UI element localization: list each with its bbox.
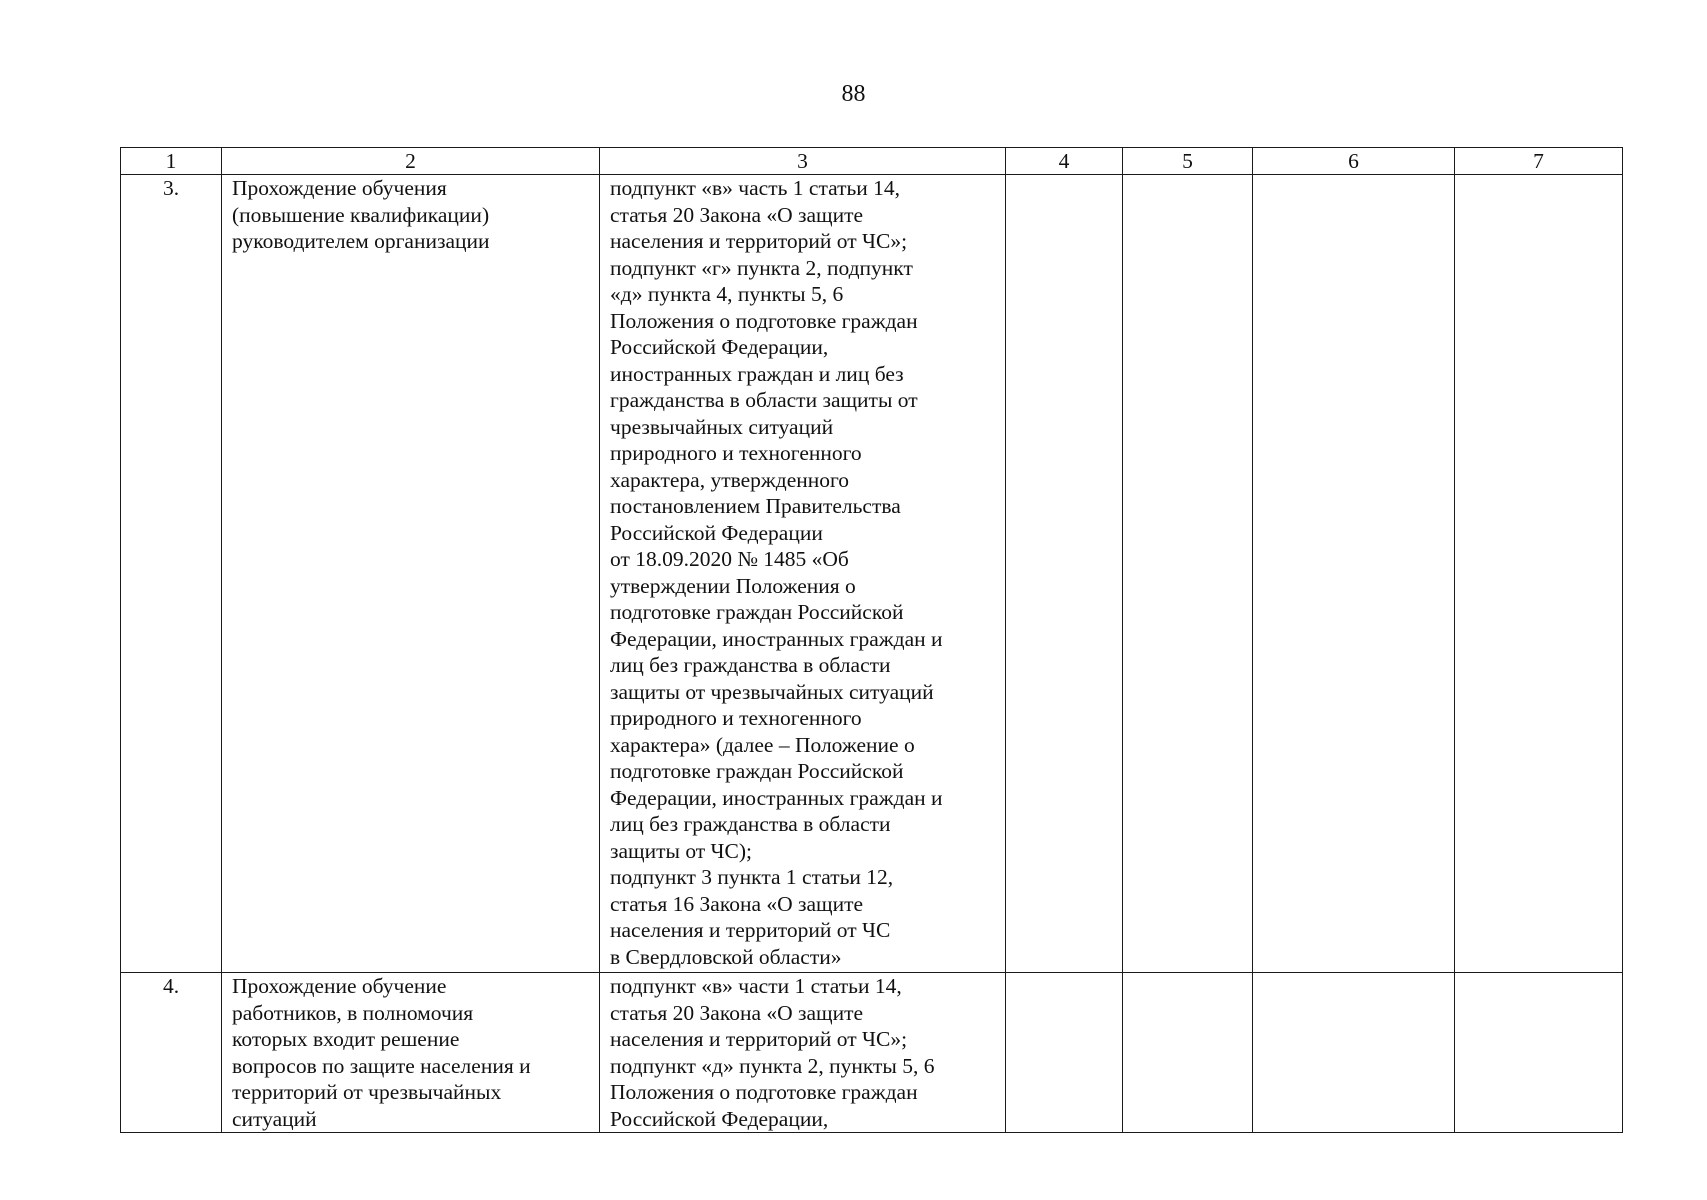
column-7-cell (1455, 175, 1623, 973)
requirement-line: работников, в полномочия (232, 1000, 474, 1025)
column-6-cell (1253, 175, 1455, 973)
column-4-cell (1006, 175, 1123, 973)
legal-basis-line: в Свердловской области» (610, 944, 842, 969)
legal-basis-line: подпункт «в» части 1 статьи 14, (610, 974, 902, 998)
legal-basis-line: статья 20 Закона «О защите (610, 1000, 864, 1025)
page-number: 88 (841, 81, 866, 107)
column-header: 3 (600, 148, 1006, 175)
column-5-cell (1123, 973, 1253, 1133)
legal-basis-line: гражданства в области защиты от (610, 388, 918, 412)
requirement-cell (222, 175, 600, 973)
legal-basis-line: Положения о подготовке граждан (610, 1080, 918, 1104)
legal-basis-line: Федерации, иностранных граждан и (610, 785, 943, 810)
legal-basis-line: статья 16 Закона «О защите (610, 891, 864, 916)
requirement-line: территорий от чрезвычайных (232, 1080, 502, 1104)
legal-basis-line: лиц без гражданства в области (610, 812, 891, 836)
row-number: 3. (121, 175, 222, 973)
legal-basis-line: населения и территорий от ЧС»; (610, 1027, 908, 1051)
legal-basis-line: подготовке граждан Российской (610, 759, 904, 783)
requirement-cell (222, 973, 600, 1133)
legal-basis-line: защиты от чрезвычайных ситуаций (610, 679, 934, 704)
row-number: 4. (121, 973, 222, 1133)
legal-basis-line: подпункт 3 пункта 1 статьи 12, (610, 865, 894, 889)
column-header: 6 (1253, 148, 1455, 175)
legal-basis-line: природного и техногенного (610, 706, 862, 730)
legal-basis-line: Российской Федерации, (610, 335, 829, 359)
legal-basis-line: населения и территорий от ЧС (610, 918, 891, 942)
table-header-row (121, 148, 1623, 175)
legal-basis-line: Российской Федерации (610, 520, 823, 545)
legal-basis-line: населения и территорий от ЧС»; (610, 229, 908, 253)
legal-basis-line: Положения о подготовке граждан (610, 308, 918, 333)
legal-basis-line: «д» пункта 4, пункты 5, 6 (610, 282, 844, 306)
legal-basis-cell (600, 175, 1006, 973)
legal-basis-line: подпункт «г» пункта 2, подпункт (610, 255, 913, 280)
legal-basis-line: от 18.09.2020 № 1485 «Об (610, 547, 849, 571)
legal-basis-line: лиц без гражданства в области (610, 653, 891, 677)
legal-basis-line: чрезвычайных ситуаций (610, 414, 834, 439)
requirement-line: Прохождение обучение (232, 974, 447, 998)
legal-basis-line: подготовке граждан Российской (610, 600, 904, 624)
requirement-line: руководителем организации (232, 229, 490, 253)
legal-basis-line: утверждении Положения о (610, 573, 856, 598)
requirements-table (120, 147, 1623, 1133)
requirement-line: которых входит решение (232, 1027, 460, 1051)
legal-basis-line: подпункт «в» часть 1 статьи 14, (610, 176, 901, 200)
column-4-cell (1006, 973, 1123, 1133)
column-header: 5 (1123, 148, 1253, 175)
column-header: 1 (121, 148, 222, 175)
legal-basis-line: постановлением Правительства (610, 494, 901, 518)
legal-basis-line: характера, утвержденного (610, 467, 850, 492)
column-7-cell (1455, 973, 1623, 1133)
legal-basis-line: Федерации, иностранных граждан и (610, 626, 943, 651)
table-row (121, 175, 1623, 973)
legal-basis-line: иностранных граждан и лиц без (610, 361, 904, 386)
legal-basis-line: природного и техногенного (610, 441, 862, 465)
column-header: 7 (1455, 148, 1623, 175)
requirement-line: (повышение квалификации) (232, 202, 490, 227)
legal-basis-line: статья 20 Закона «О защите (610, 202, 864, 227)
table-row (121, 973, 1623, 1133)
legal-basis-line: Российской Федерации, (610, 1106, 829, 1131)
column-header: 4 (1006, 148, 1123, 175)
legal-basis-cell (600, 973, 1006, 1133)
legal-basis-line: защиты от ЧС); (610, 838, 752, 863)
column-5-cell (1123, 175, 1253, 973)
requirement-line: Прохождение обучения (232, 176, 447, 200)
requirement-line: ситуаций (232, 1106, 317, 1131)
legal-basis-line: подпункт «д» пункта 2, пункты 5, 6 (610, 1053, 935, 1078)
column-header: 2 (222, 148, 600, 175)
column-6-cell (1253, 973, 1455, 1133)
legal-basis-line: характера» (далее – Положение о (610, 732, 915, 757)
requirement-line: вопросов по защите населения и (232, 1053, 531, 1078)
